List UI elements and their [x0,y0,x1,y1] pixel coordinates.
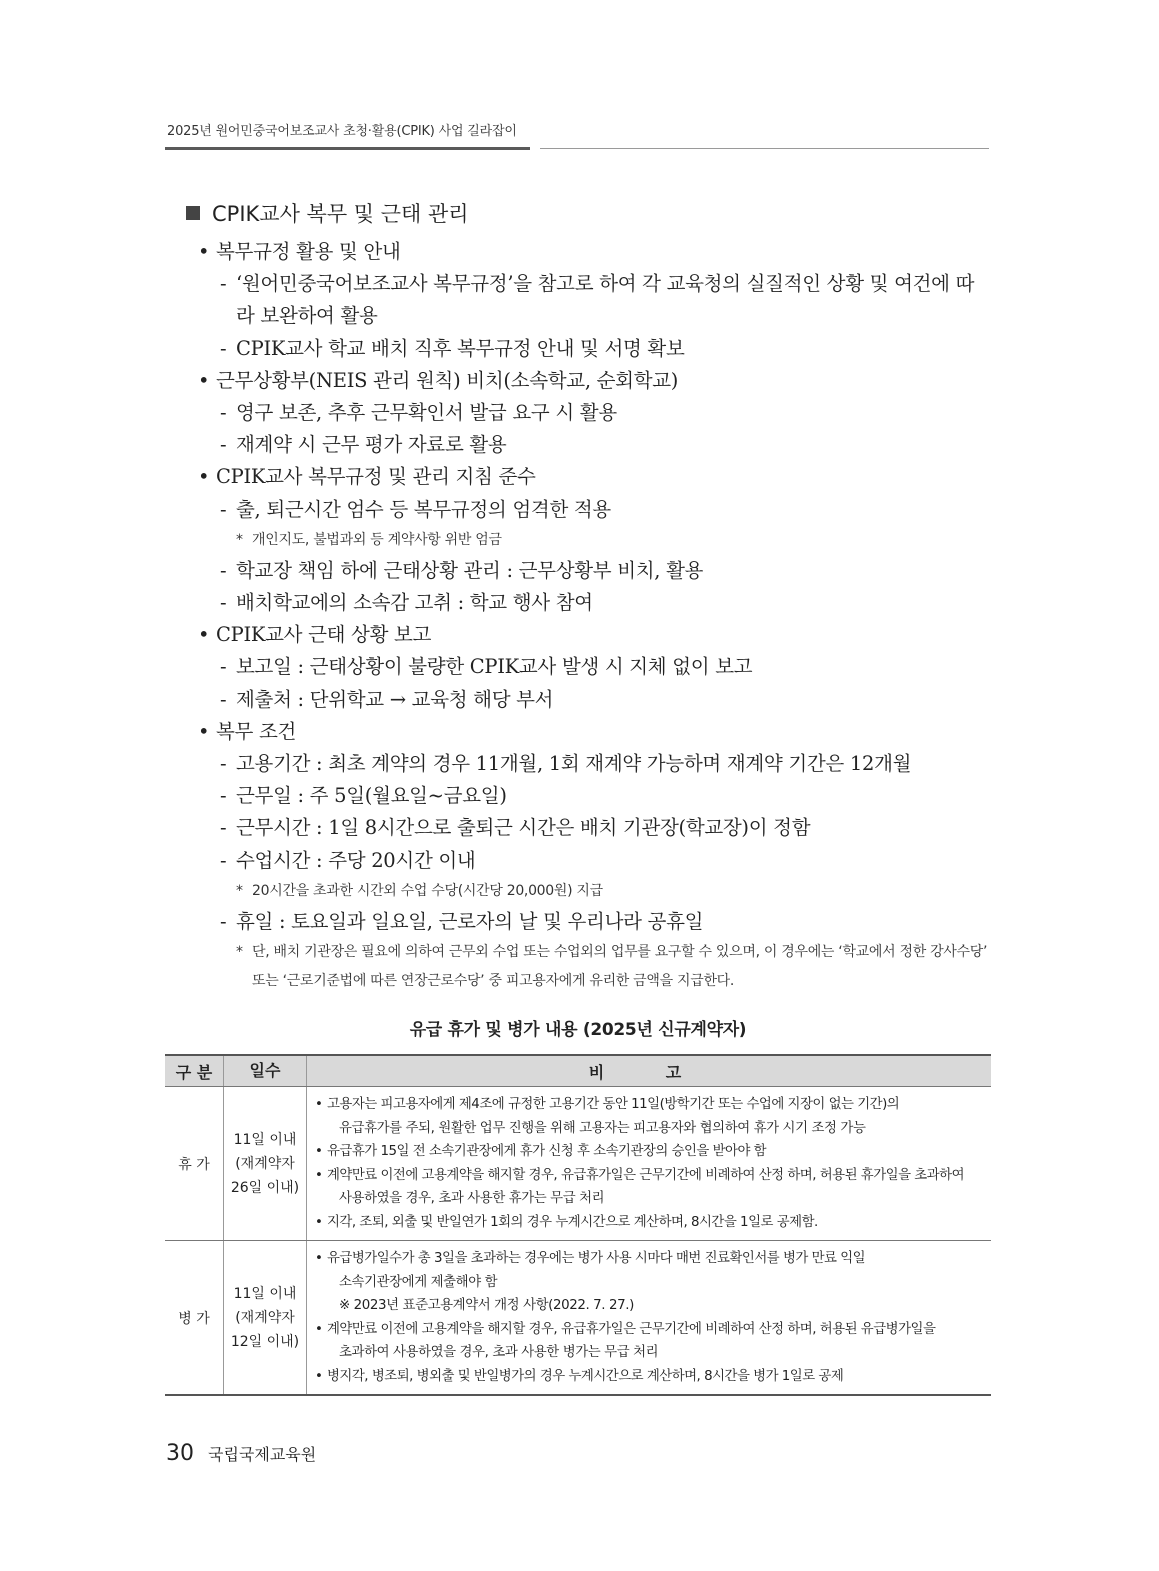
dash-item [196,684,992,716]
days-line: (재계약자 [235,1309,295,1326]
days-line: 11일 이내 [233,1285,297,1302]
remark-bullet: • 유급휴가 15일 전 소속기관장에게 휴가 신청 후 소속기관장의 승인을 받아야 함 [315,1140,987,1164]
dash-item [196,812,992,844]
header-remarks: 비 고 [307,1055,992,1087]
remark-bullet: • 병지각, 병조퇴, 병외출 및 반일병가의 경우 누계시간으로 계산하며, 8시간을 병가 1일로 공제 [315,1365,987,1389]
bullet-item: • 근무상황부(NEIS 관리 원칙) 비치(소속학교, 순회학교) [196,365,992,397]
remark-bullet: • 계약만료 이전에 고용계약을 해지할 경우, 유급휴가일은 근무기간에 비례하여 산정 하며, 허용된 휴가일을 초과하여 [315,1164,987,1188]
dash-mark: - [220,752,227,776]
dash-item [196,333,992,365]
dash-mark: - [220,848,227,872]
dash-text: 제출처 : 단위학교 → 교육청 해당 부서 [236,687,554,711]
dash-text: CPIK교사 학교 배치 직후 복무규정 안내 및 서명 확보 [236,336,685,360]
days-line: 26일 이내) [230,1179,300,1196]
dash-text: ‘원어민중국어보조교사 복무규정’을 참고로 하여 각 교육청의 실질적인 상황 및 여건에 따라 보완하여 활용 [236,272,975,328]
note-item [196,877,992,906]
row-category: 병 가 [165,1241,224,1396]
days-line: 12일 이내) [230,1333,300,1350]
row-remarks [307,1087,992,1241]
dash-mark: - [220,433,227,457]
dash-text: 근무일 : 주 5일(월요일~금요일) [236,784,507,808]
remark-bullet: • 계약만료 이전에 고용계약을 해지할 경우, 유급휴가일은 근무기간에 비례하여 산정 하며, 허용된 유급병가일을 [315,1318,987,1342]
dash-item [196,780,992,812]
row-category: 휴 가 [165,1087,224,1241]
remark-continuation: 사용하였을 경우, 초과 사용한 휴가는 무급 처리 [339,1191,605,1206]
asterisk-mark: * [236,944,243,961]
dash-item [196,268,992,332]
bullet-item: • CPIK교사 근태 상황 보고 [196,619,992,651]
header-days: 일수 [224,1055,307,1087]
bullet-item: • 복무 조건 [196,716,992,748]
dash-text: 학교장 책임 하에 근태상황 관리 : 근무상황부 비치, 활용 [236,558,704,582]
bullet-item: • CPIK교사 복무규정 및 관리 지침 준수 [196,461,992,493]
dash-item [196,397,992,429]
publisher-name: 국립국제교육원 [208,1445,317,1464]
dash-mark: - [220,558,227,582]
dash-mark: - [220,591,227,615]
note-item [196,526,992,555]
dash-text: 영구 보존, 추후 근무확인서 발급 요구 시 활용 [236,401,617,425]
note-text: 20시간을 초과한 시간외 수업 수당(시간당 20,000원) 지급 [252,882,603,899]
days-line: (재계약자 [235,1155,295,1172]
section-title-text: CPIK교사 복무 및 근태 관리 [212,202,469,226]
dash-text: 배치학교에의 소속감 고취 : 학교 행사 참여 [236,591,593,615]
remark-bullet: • 유급병가일수가 총 3일을 초과하는 경우에는 병가 사용 시마다 매번 진료확인서를 병가 만료 익일 [315,1247,987,1271]
dash-item [196,429,992,461]
dash-mark: - [220,272,227,296]
row-remarks [307,1241,992,1396]
note-item [196,938,992,996]
dash-text: 보고일 : 근태상황이 불량한 CPIK교사 발생 시 지체 없이 보고 [236,655,753,679]
dash-mark: - [220,687,227,711]
square-bullet-icon [186,206,200,220]
dash-text: 출, 퇴근시간 엄수 등 복무규정의 엄격한 적용 [236,497,611,521]
remark-continuation: ※ 2023년 표준고용계약서 개정 사항(2022. 7. 27.) [339,1298,634,1313]
page-footer [166,1441,316,1466]
remark-continuation: 초과하여 사용하였을 경우, 초과 사용한 병가는 무급 처리 [339,1345,659,1360]
dash-item [196,587,992,619]
running-header: 2025년 원어민중국어보조교사 초청·활용(CPIK) 사업 길라잡이 [167,124,517,139]
header-rule-thin [540,148,989,149]
dash-text: 휴일 : 토요일과 일요일, 근로자의 날 및 우리나라 공휴일 [236,909,704,933]
dash-item [196,651,992,683]
dash-item [196,748,992,780]
dash-mark: - [220,401,227,425]
remark-bullet: • 지각, 조퇴, 외출 및 반일연가 1회의 경우 누계시간으로 계산하며, 8시간을 1일로 공제함. [315,1211,987,1235]
dash-text: 고용기간 : 최초 계약의 경우 11개월, 1회 재계약 가능하며 재계약 기간은 12개월 [236,752,912,776]
header-category: 구 분 [165,1055,224,1087]
asterisk-mark: * [236,531,243,548]
row-days [224,1087,307,1241]
dash-mark: - [220,909,227,933]
dash-mark: - [220,816,227,840]
table-title: 유급 휴가 및 병가 내용 (2025년 신규계약자) [409,1020,747,1040]
dash-text: 수업시간 : 주당 20시간 이내 [236,848,476,872]
asterisk-mark: * [236,882,243,899]
dash-item [196,494,992,526]
table-row [165,1087,991,1241]
dash-text: 근무시간 : 1일 8시간으로 출퇴근 시간은 배치 기관장(학교장)이 정함 [236,816,811,840]
dash-mark: - [220,336,227,360]
body-content [196,236,992,996]
dash-mark: - [220,655,227,679]
dash-item [196,555,992,587]
leave-table [165,1054,991,1396]
dash-mark: - [220,784,227,808]
remark-continuation: 유급휴가를 주되, 원활한 업무 진행을 위해 고용자는 피고용자와 협의하여 휴가 시기 조정 가능 [339,1120,866,1136]
remark-continuation: 소속기관장에게 제출해야 함 [339,1274,498,1290]
dash-item [196,906,992,938]
days-line: 11일 이내 [233,1131,297,1148]
table-header-row [165,1055,991,1087]
table-row [165,1241,991,1396]
dash-text: 재계약 시 근무 평가 자료로 활용 [236,433,507,457]
section-title [186,198,469,228]
header-rule [165,147,530,150]
dash-mark: - [220,497,227,521]
remark-bullet: • 고용자는 피고용자에게 제4조에 규정한 고용기간 동안 11일(방학기간 또는 수업에 지장이 없는 기간)의 [315,1093,987,1117]
note-text: 단, 배치 기관장은 필요에 의하여 근무외 수업 또는 수업외의 업무를 요구할 수 있으며, 이 경우에는 ‘학교에서 정한 강사수당’ 또는 ‘근로기준법에 따른 연장근로수당’ 중 피고용자에게 유리한 금액을 지급한다. [252,944,988,990]
note-text: 개인지도, 불법과외 등 계약사항 위반 엄금 [252,531,502,548]
bullet-item: • 복무규정 활용 및 안내 [196,236,992,268]
page-number: 30 [166,1441,194,1466]
row-days [224,1241,307,1396]
dash-item [196,845,992,877]
